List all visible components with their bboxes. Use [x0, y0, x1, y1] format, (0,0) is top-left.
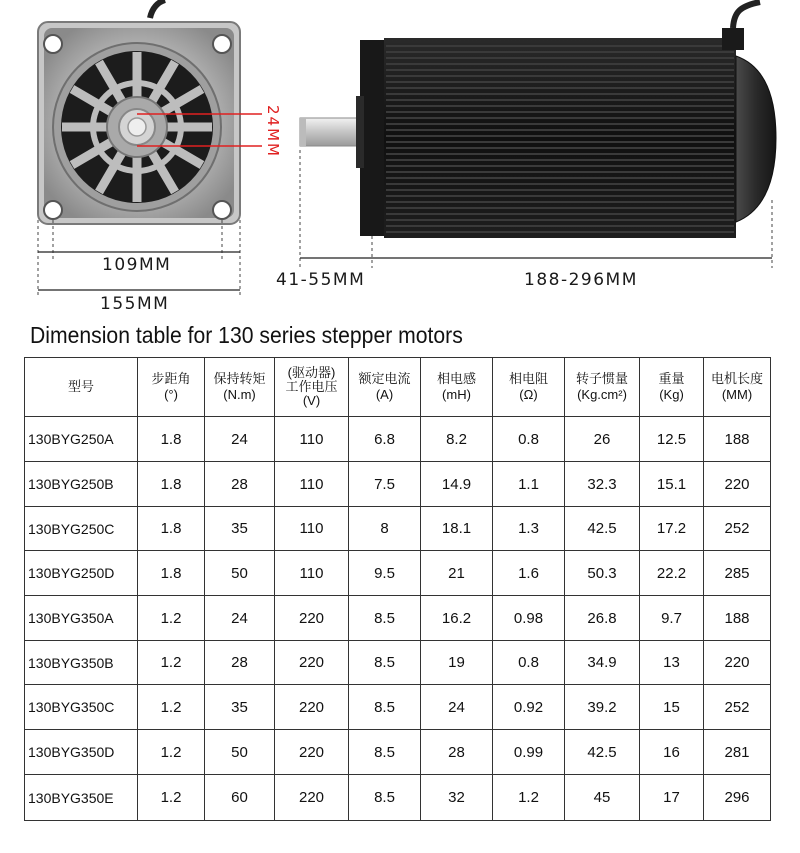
header-resistance-line1: 相电阻 — [508, 371, 548, 386]
cell-holding-torque: 28 — [205, 462, 275, 507]
table-title: Dimension table for 130 series stepper motors — [30, 322, 463, 348]
table-row — [25, 596, 771, 641]
header-resistance — [493, 358, 565, 417]
cell-rated-current: 8.5 — [349, 641, 421, 685]
cell-voltage: 220 — [275, 596, 349, 641]
header-model-line1: 型号 — [67, 379, 94, 394]
cell-model: 130BYG250C — [25, 507, 138, 551]
table-row — [25, 775, 771, 821]
cell-model: 130BYG350E — [25, 775, 138, 821]
header-holding-torque-line1: 保持转矩 — [213, 371, 266, 386]
cell-motor-length: 252 — [704, 685, 771, 730]
cell-rated-current: 6.8 — [349, 417, 421, 462]
spec-table — [24, 357, 771, 821]
cell-inductance: 32 — [421, 775, 493, 821]
header-motor-length — [704, 358, 771, 417]
cell-weight: 15.1 — [640, 462, 704, 507]
cell-voltage: 110 — [275, 551, 349, 596]
table-row — [25, 462, 771, 507]
cell-resistance: 0.8 — [493, 641, 565, 685]
cell-motor-length: 281 — [704, 730, 771, 775]
cell-step-angle: 1.2 — [138, 641, 205, 685]
cell-model: 130BYG350C — [25, 685, 138, 730]
cell-holding-torque: 50 — [205, 551, 275, 596]
cell-voltage: 110 — [275, 507, 349, 551]
cell-rotor-inertia: 39.2 — [565, 685, 640, 730]
cell-rated-current: 8.5 — [349, 596, 421, 641]
cell-motor-length: 188 — [704, 596, 771, 641]
cell-weight: 12.5 — [640, 417, 704, 462]
cell-resistance: 0.99 — [493, 730, 565, 775]
cell-holding-torque: 28 — [205, 641, 275, 685]
header-rotor-inertia-line2: (Kg.cm²) — [577, 387, 627, 402]
cell-rotor-inertia: 50.3 — [565, 551, 640, 596]
cell-inductance: 14.9 — [421, 462, 493, 507]
header-holding-torque-line2: (N.m) — [223, 387, 256, 402]
header-voltage — [275, 358, 349, 417]
cell-resistance: 0.98 — [493, 596, 565, 641]
cell-model: 130BYG250B — [25, 462, 138, 507]
cell-model: 130BYG350D — [25, 730, 138, 775]
cell-weight: 13 — [640, 641, 704, 685]
cell-voltage: 220 — [275, 730, 349, 775]
table-row — [25, 507, 771, 551]
cell-weight: 17 — [640, 775, 704, 821]
header-rotor-inertia-line1: 转子惯量 — [575, 371, 628, 386]
shaft-length-label: 41-55MM — [276, 270, 366, 290]
header-rated-current-line2: (A) — [375, 387, 394, 402]
front-view — [38, 0, 262, 298]
cell-holding-torque: 24 — [205, 417, 275, 462]
cell-rotor-inertia: 42.5 — [565, 730, 640, 775]
header-voltage-line2: 工作电压 — [285, 379, 338, 394]
cell-resistance: 1.3 — [493, 507, 565, 551]
cell-rated-current: 8.5 — [349, 775, 421, 821]
header-inductance-line2: (mH) — [442, 387, 471, 402]
header-rated-current — [349, 358, 421, 417]
cell-weight: 9.7 — [640, 596, 704, 641]
cell-rated-current: 8.5 — [349, 685, 421, 730]
cell-motor-length: 220 — [704, 462, 771, 507]
header-step-angle-line1: 步距角 — [151, 371, 191, 386]
cell-voltage: 110 — [275, 417, 349, 462]
cell-step-angle: 1.8 — [138, 507, 205, 551]
cell-model: 130BYG350A — [25, 596, 138, 641]
cell-motor-length: 220 — [704, 641, 771, 685]
cell-holding-torque: 35 — [205, 685, 275, 730]
cell-step-angle: 1.8 — [138, 551, 205, 596]
cell-voltage: 220 — [275, 685, 349, 730]
cell-rotor-inertia: 42.5 — [565, 507, 640, 551]
cell-inductance: 28 — [421, 730, 493, 775]
spec-table-body — [25, 417, 771, 821]
header-step-angle — [138, 358, 205, 417]
motor-drawing — [0, 0, 800, 320]
header-weight — [640, 358, 704, 417]
cell-inductance: 18.1 — [421, 507, 493, 551]
cell-rotor-inertia: 32.3 — [565, 462, 640, 507]
cell-rated-current: 8 — [349, 507, 421, 551]
cell-inductance: 21 — [421, 551, 493, 596]
header-inductance-line1: 相电感 — [436, 371, 476, 386]
header-step-angle-line2: (°) — [164, 387, 178, 402]
cell-rotor-inertia: 45 — [565, 775, 640, 821]
cell-weight: 15 — [640, 685, 704, 730]
cell-resistance: 0.8 — [493, 417, 565, 462]
cell-step-angle: 1.2 — [138, 685, 205, 730]
table-row — [25, 730, 771, 775]
table-row — [25, 417, 771, 462]
cell-resistance: 1.2 — [493, 775, 565, 821]
header-motor-length-line1: 电机长度 — [710, 371, 763, 386]
cell-weight: 22.2 — [640, 551, 704, 596]
cell-motor-length: 285 — [704, 551, 771, 596]
cell-motor-length: 252 — [704, 507, 771, 551]
cell-step-angle: 1.2 — [138, 596, 205, 641]
cell-inductance: 16.2 — [421, 596, 493, 641]
table-row — [25, 551, 771, 596]
cell-inductance: 19 — [421, 641, 493, 685]
cell-model: 130BYG250A — [25, 417, 138, 462]
cell-rated-current: 8.5 — [349, 730, 421, 775]
header-holding-torque — [205, 358, 275, 417]
cell-inductance: 24 — [421, 685, 493, 730]
cell-model: 130BYG350B — [25, 641, 138, 685]
cell-rated-current: 9.5 — [349, 551, 421, 596]
cell-resistance: 1.6 — [493, 551, 565, 596]
flange-width-label: 155MM — [100, 294, 170, 314]
cell-step-angle: 1.8 — [138, 417, 205, 462]
header-inductance — [421, 358, 493, 417]
cell-resistance: 0.92 — [493, 685, 565, 730]
cell-motor-length: 188 — [704, 417, 771, 462]
body-length-label: 188-296MM — [524, 270, 638, 290]
cell-step-angle: 1.8 — [138, 462, 205, 507]
table-row — [25, 685, 771, 730]
cell-rotor-inertia: 34.9 — [565, 641, 640, 685]
shaft-height-label: 24MM — [264, 104, 282, 158]
cell-voltage: 220 — [275, 775, 349, 821]
cell-weight: 17.2 — [640, 507, 704, 551]
header-voltage-line3: (V) — [302, 393, 321, 408]
cell-holding-torque: 60 — [205, 775, 275, 821]
cell-rotor-inertia: 26 — [565, 417, 640, 462]
header-motor-length-line2: (MM) — [721, 387, 753, 402]
header-weight-line1: 重量 — [658, 371, 685, 386]
cell-resistance: 1.1 — [493, 462, 565, 507]
cell-holding-torque: 50 — [205, 730, 275, 775]
header-rated-current-line1: 额定电流 — [358, 371, 411, 386]
header-resistance-line2: (Ω) — [519, 387, 538, 402]
header-rotor-inertia — [565, 358, 640, 417]
header-weight-line2: (Kg) — [659, 387, 684, 402]
cell-voltage: 220 — [275, 641, 349, 685]
header-voltage-line1: (驱动器) — [287, 365, 336, 380]
cell-motor-length: 296 — [704, 775, 771, 821]
cell-holding-torque: 24 — [205, 596, 275, 641]
cell-model: 130BYG250D — [25, 551, 138, 596]
cell-rated-current: 7.5 — [349, 462, 421, 507]
header-model — [25, 358, 138, 417]
table-row — [25, 641, 771, 685]
cell-voltage: 110 — [275, 462, 349, 507]
cell-step-angle: 1.2 — [138, 775, 205, 821]
cell-inductance: 8.2 — [421, 417, 493, 462]
cell-weight: 16 — [640, 730, 704, 775]
table-header-row — [25, 358, 771, 417]
cell-rotor-inertia: 26.8 — [565, 596, 640, 641]
cell-holding-torque: 35 — [205, 507, 275, 551]
side-view — [300, 2, 776, 268]
cell-step-angle: 1.2 — [138, 730, 205, 775]
flange-hole-label: 109MM — [102, 255, 172, 275]
